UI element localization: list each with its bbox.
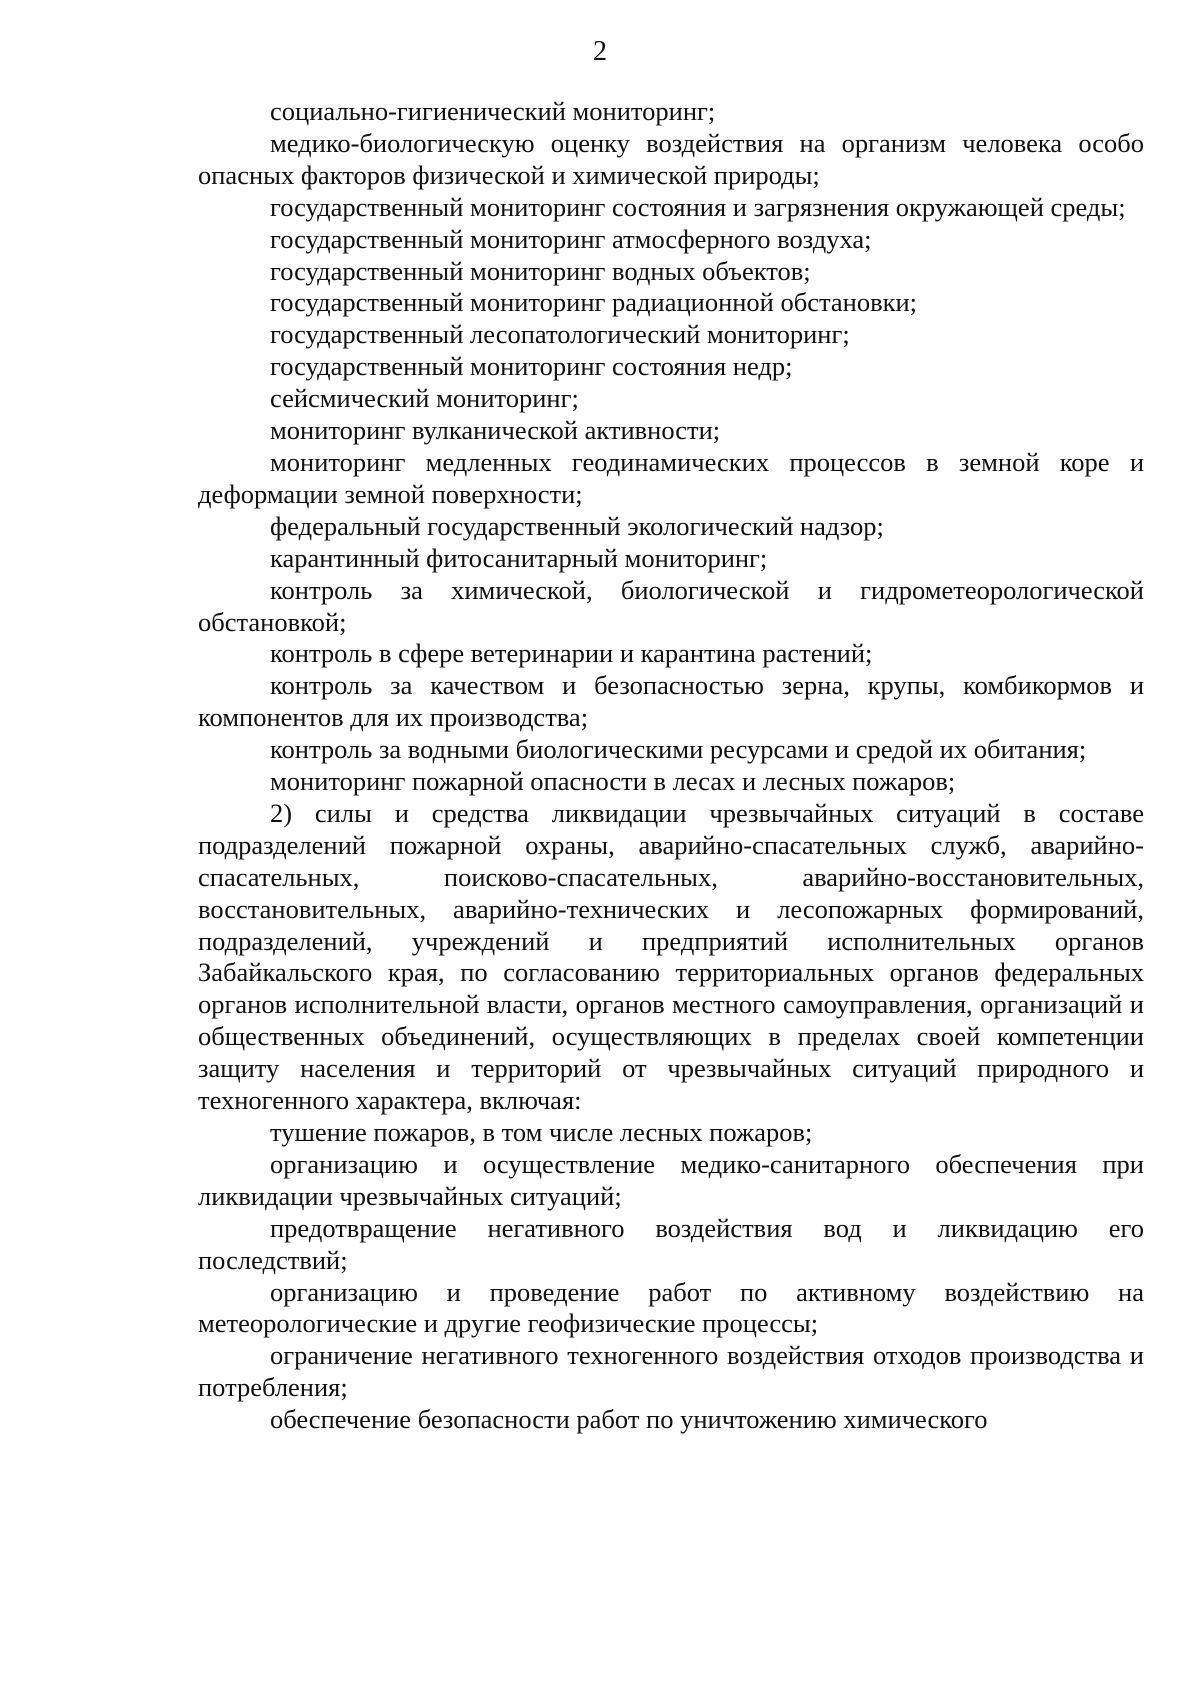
paragraph-geodynamic-monitoring: мониторинг медленных геодинамических процессов в земной коре и деформации земной поверхности; [198, 446, 1144, 509]
paragraph-fire-extinguishing: тушение пожаров, в том числе лесных пожаров; [270, 1117, 813, 1147]
paragraph-forest-pathology-monitoring: государственный лесопатологический мониторинг; [270, 319, 850, 350]
page-number: 2 [593, 36, 607, 67]
paragraph-emergency-forces: 2) силы и средства ликвидации чрезвычайных ситуаций в составе подразделений пожарной охраны, аварийно-спасательных служб, аварийно-спасательных, поисково-спасательных, аварийно-восстановительных, восстановительных, аварийно-технических и лесопожарных формирований, подразделений, учреждений и предприятий исполнительных органов Забайкальского края, по согласованию территориальных органов федеральных органов исполнительной власти, органов местного самоуправления, организаций и общественных объединений, осуществляющих в пределах своей компетенции защиту населения и территорий от чрезвычайных ситуаций природного и техногенного характера, включая: [198, 797, 1144, 1116]
paragraph-veterinary-control: контроль в сфере ветеринарии и карантина растений; [270, 638, 873, 669]
paragraph-phytosanitary-monitoring: карантинный фитосанитарный мониторинг; [270, 542, 768, 573]
paragraph-radiation-monitoring: государственный мониторинг радиационной обстановки; [270, 287, 918, 318]
paragraph-chemical-destruction-safety: обеспечение безопасности работ по уничтожению химического [270, 1404, 988, 1435]
paragraph-water-impact-prevention: предотвращение негативного воздействия вод и ликвидацию его последствий; [198, 1212, 1144, 1275]
paragraph-fire-danger-monitoring: мониторинг пожарной опасности в лесах и лесных пожаров; [270, 766, 956, 797]
paragraph-waste-impact-limitation: ограничение негативного техногенного воздействия отходов производства и потребления; [198, 1340, 1144, 1403]
paragraph-air-monitoring: государственный мониторинг атмосферного воздуха; [270, 223, 872, 254]
paragraph-seismic-monitoring: сейсмический мониторинг; [270, 383, 579, 414]
paragraph-medical-support: организацию и осуществление медико-санитарного обеспечения при ликвидации чрезвычайных ситуаций; [198, 1148, 1144, 1211]
document-body [198, 96, 1144, 1436]
paragraph-medico-biological-assessment: медико-биологическую оценку воздействия на организм человека особо опасных факторов физической и химической природы; [198, 127, 1144, 190]
paragraph-subsoil-monitoring: государственный мониторинг состояния недр; [270, 351, 793, 382]
paragraph-water-bio-resources-control: контроль за водными биологическими ресурсами и средой их обитания; [270, 734, 1087, 765]
paragraph-social-hygienic-monitoring: социально-гигиенический мониторинг; [270, 96, 716, 126]
paragraph-grain-quality-control: контроль за качеством и безопасностью зерна, крупы, комбикормов и компонентов для их производства; [198, 670, 1144, 733]
paragraph-chemical-biological-control: контроль за химической, биологической и гидрометеорологической обстановкой; [198, 574, 1144, 637]
paragraph-volcanic-monitoring: мониторинг вулканической активности; [270, 415, 721, 446]
paragraph-water-monitoring: государственный мониторинг водных объектов; [270, 255, 811, 286]
paragraph-ecological-supervision: федеральный государственный экологический надзор; [270, 510, 884, 541]
paragraph-weather-modification: организацию и проведение работ по активному воздействию на метеорологические и другие геофизические процессы; [198, 1276, 1144, 1339]
paragraph-environment-monitoring: государственный мониторинг состояния и загрязнения окружающей среды; [270, 191, 1126, 222]
